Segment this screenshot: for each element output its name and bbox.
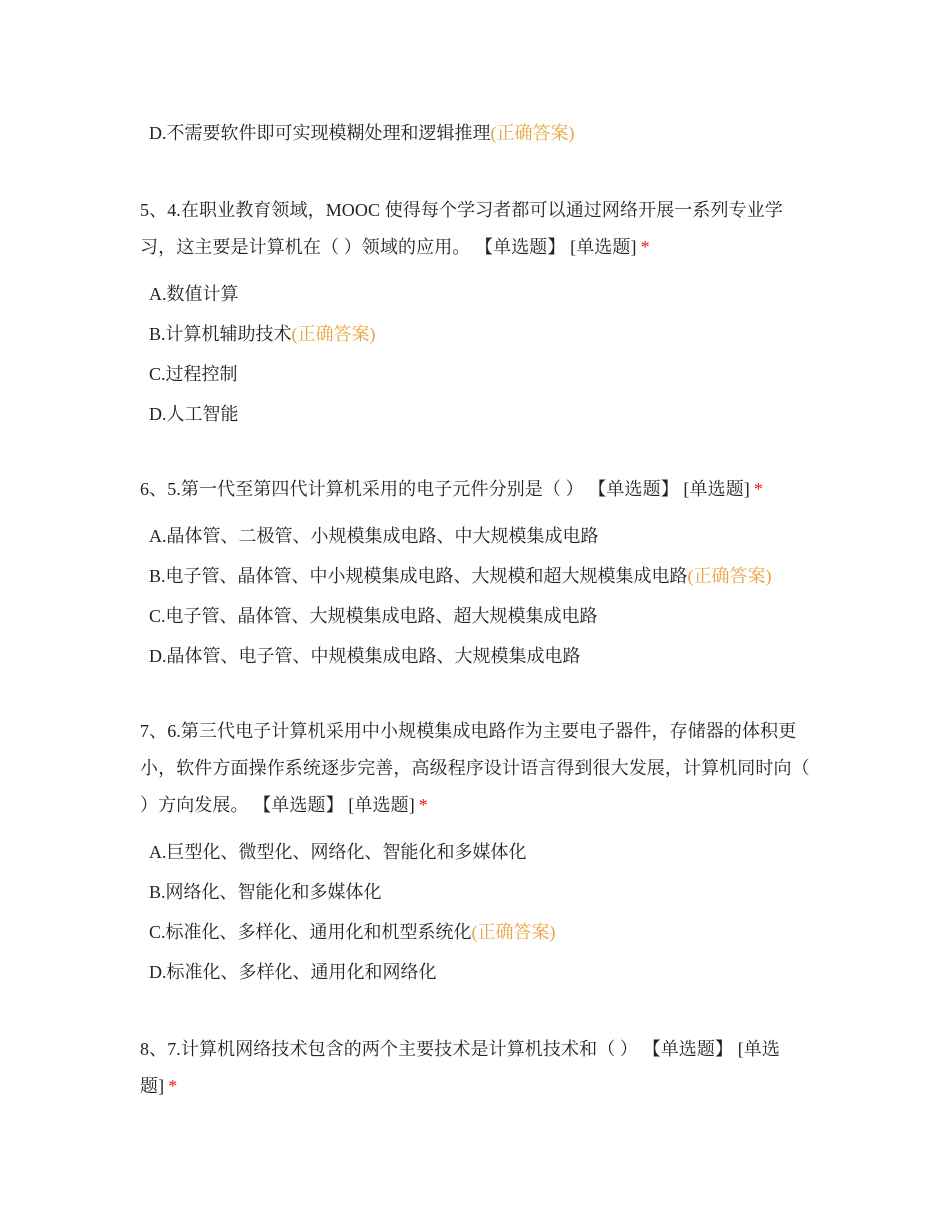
correct-answer-mark: (正确答案) <box>687 566 772 586</box>
required-marker: * <box>168 1076 178 1096</box>
question-block <box>140 713 815 992</box>
option-text: C.标准化、多样化、通用化和机型系统化 <box>149 922 472 942</box>
option-text: D.不需要软件即可实现模糊处理和逻辑推理 <box>149 123 491 143</box>
required-marker: * <box>418 795 428 815</box>
option-item <box>140 832 815 872</box>
option-text: A.数值计算 <box>149 284 239 304</box>
correct-answer-mark: (正确答案) <box>490 123 575 143</box>
question-block <box>140 1031 815 1113</box>
option-item <box>140 556 815 596</box>
option-text: B.计算机辅助技术 <box>149 324 292 344</box>
correct-answer-mark: (正确答案) <box>291 324 376 344</box>
question-text: 5、4.在职业教育领域，MOOC 使得每个学习者都可以通过网络开展一系列专业学习，这主要是计算机在（ ）领域的应用。 【单选题】 [单选题] <box>140 200 783 257</box>
question-title <box>140 1031 815 1105</box>
option-text: D.晶体管、电子管、中规模集成电路、大规模集成电路 <box>149 646 581 666</box>
option-text: C.电子管、晶体管、大规模集成电路、超大规模集成电路 <box>149 606 598 626</box>
correct-answer-mark: (正确答案) <box>471 922 556 942</box>
option-item <box>140 636 815 676</box>
option-text: D.标准化、多样化、通用化和网络化 <box>149 962 437 982</box>
option-text: D.人工智能 <box>149 404 239 424</box>
option-text: B.网络化、智能化和多媒体化 <box>149 882 382 902</box>
question-title <box>140 713 815 824</box>
option-item <box>140 596 815 636</box>
option-text: A.晶体管、二极管、小规模集成电路、中大规模集成电路 <box>149 526 599 546</box>
option-text: A.巨型化、微型化、网络化、智能化和多媒体化 <box>149 842 527 862</box>
question-text: 6、5.第一代至第四代计算机采用的电子元件分别是（ ） 【单选题】 [单选题] <box>140 479 750 499</box>
question-title <box>140 471 815 508</box>
required-marker: * <box>753 479 763 499</box>
option-item <box>140 872 815 912</box>
option-item <box>140 952 815 992</box>
option-item <box>140 354 815 394</box>
question-text: 8、7.计算机网络技术包含的两个主要技术是计算机技术和（ ） 【单选题】 [单选题] <box>140 1039 780 1096</box>
question-block <box>140 192 815 434</box>
option-item <box>140 912 815 952</box>
option-item <box>140 516 815 556</box>
option-item <box>140 394 815 434</box>
required-marker: * <box>640 237 650 257</box>
option-item <box>140 274 815 314</box>
option-text: C.过程控制 <box>149 364 238 384</box>
option-item <box>140 113 575 153</box>
question-title <box>140 192 815 266</box>
option-text: B.电子管、晶体管、中小规模集成电路、大规模和超大规模集成电路 <box>149 566 688 586</box>
question-text: 7、6.第三代电子计算机采用中小规模集成电路作为主要电子器件，存储器的体积更小，软件方面操作系统逐步完善，高级程序设计语言得到很大发展，计算机同时向（ ）方向发展。 【单选题】 [单选题] <box>140 721 810 815</box>
option-item <box>140 314 815 354</box>
question-block <box>140 471 815 676</box>
